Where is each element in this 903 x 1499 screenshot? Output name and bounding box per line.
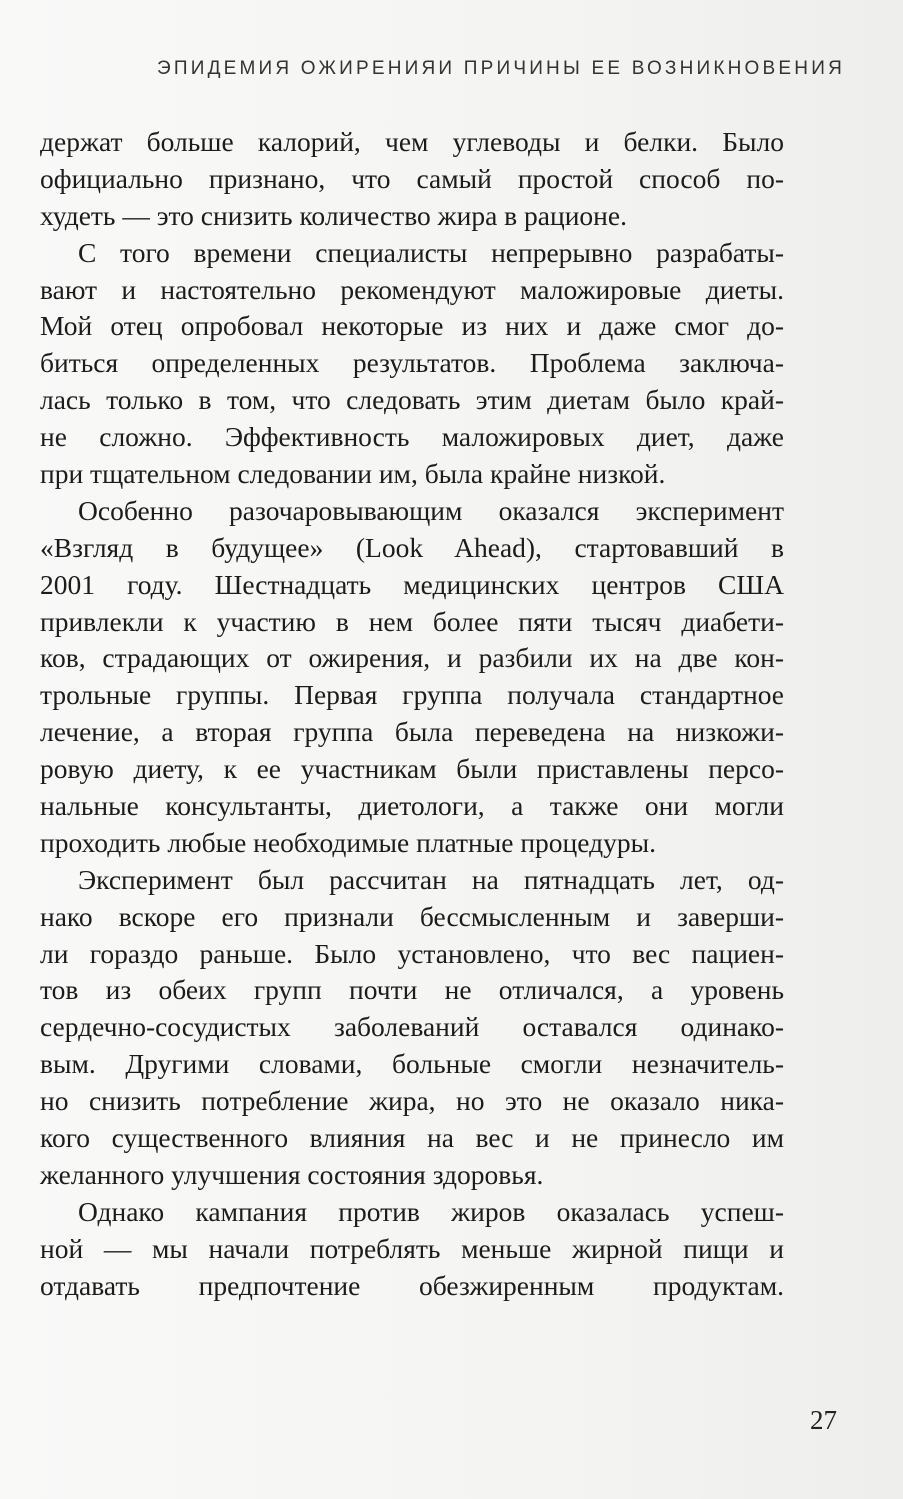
- text-line: ли гораздо раньше. Было установлено, что вес пациен-: [40, 937, 784, 969]
- text-line: Однако кампания против жиров оказалась успеш-: [78, 1195, 784, 1227]
- text-line: кого существенного влияния на вес и не принесло им: [40, 1122, 784, 1154]
- text-line: вают и настоятельно рекомендуют маложировые диеты.: [40, 273, 784, 305]
- text-line: отдавать предпочтение обезжиренным продуктам.: [40, 1269, 784, 1301]
- text-line: желанного улучшения состояния здоровья.: [40, 1158, 544, 1190]
- text-line: держат больше калорий, чем углеводы и белки. Было: [40, 126, 784, 157]
- text-line: проходить любые необходимые платные процедуры.: [40, 826, 656, 858]
- text-line: худеть — это снизить количество жира в рационе.: [40, 199, 627, 231]
- text-line: официально признано, что самый простой способ по-: [40, 162, 784, 194]
- text-line: «Взгляд в будущее» (Look Ahead), стартовавший в: [40, 531, 784, 563]
- text-line: нальные консультанты, диетологи, а также они могли: [40, 790, 784, 822]
- text-line: вым. Другими словами, больные смогли незначитель-: [40, 1048, 784, 1080]
- text-line: трольные группы. Первая группа получала стандартное: [40, 679, 784, 711]
- text-line: 2001 году. Шестнадцать медицинских центров США: [40, 568, 784, 600]
- text-line: ровую диету, к ее участникам были приставлены персо-: [40, 753, 784, 785]
- text-line: Эксперимент был рассчитан на пятнадцать лет, од-: [78, 863, 784, 895]
- body-text: [40, 124, 784, 1305]
- text-line: сердечно-сосудистых заболеваний оставался одинако-: [40, 1011, 784, 1043]
- text-line: тов из обеих групп почти не отличался, а уровень: [40, 974, 784, 1006]
- running-head: ЭПИДЕМИЯ ОЖИРЕНИЯИ ПРИЧИНЫ ЕЕ ВОЗНИКНОВЕНИЯ: [157, 58, 845, 79]
- text-line: биться определенных результатов. Проблема заключа-: [40, 347, 784, 379]
- text-line: при тщательном следовании им, была крайне низкой.: [40, 458, 666, 490]
- text-line: но снизить потребление жира, но это не оказало ника-: [40, 1085, 784, 1117]
- page-number: 27: [810, 1405, 837, 1435]
- text-line: нако вскоре его признали бессмысленным и заверши-: [40, 900, 784, 932]
- text-line: не сложно. Эффективность маложировых диет, даже: [40, 421, 784, 453]
- text-line: ков, страдающих от ожирения, и разбили их на две кон-: [40, 642, 784, 674]
- text-line: лась только в том, что следовать этим диетам было край-: [40, 384, 784, 416]
- text-line: С того времени специалисты непрерывно разрабаты-: [78, 236, 784, 268]
- text-line: Мой отец опробовал некоторые из них и даже смог до-: [40, 310, 784, 342]
- text-line: Особенно разочаровывающим оказался эксперимент: [78, 494, 784, 526]
- text-line: привлекли к участию в нем более пяти тысяч диабети-: [40, 605, 784, 637]
- text-line: лечение, а вторая группа была переведена на низкожи-: [40, 716, 784, 748]
- text-line: ной — мы начали потреблять меньше жирной пищи и: [40, 1232, 784, 1264]
